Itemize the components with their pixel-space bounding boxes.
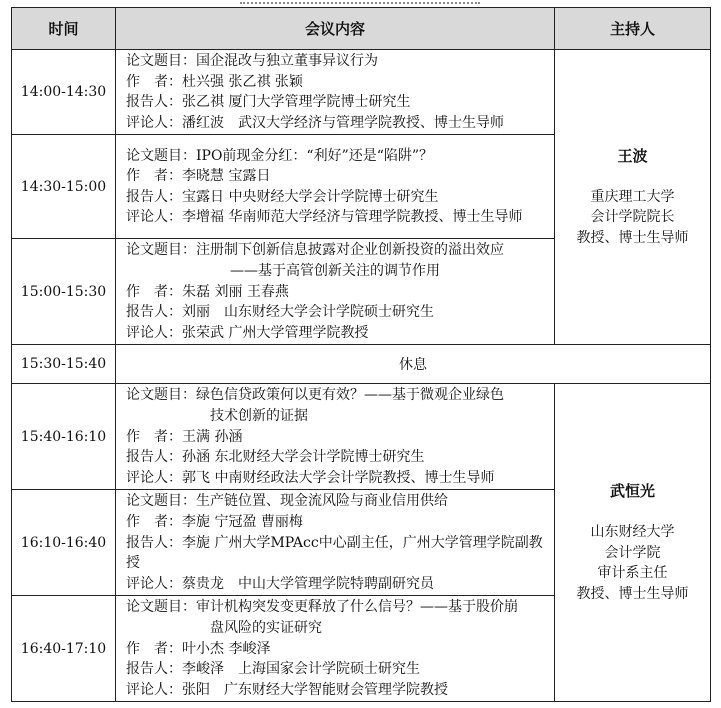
paper-authors: 作 者：叶小杰 李峻泽 — [126, 640, 271, 657]
session-row — [12, 50, 711, 135]
paper-authors: 作 者：朱磊 刘丽 王春燕 — [126, 283, 289, 300]
break-label: 休息 — [116, 345, 711, 384]
paper-discussant: 评论人：李增福 华南师范大学经济与管理学院教授、博士生导师 — [126, 209, 523, 226]
session-time: 16:10-16:40 — [12, 490, 116, 596]
paper-subtitle: 盘风险的实证研究 — [210, 619, 322, 636]
header-row — [12, 8, 711, 50]
host-position: 审计系主任 — [597, 565, 668, 582]
break-time: 15:30-15:40 — [12, 345, 116, 384]
header-content: 会议内容 — [116, 8, 555, 50]
paper-presenter: 报告人：李旎 广州大学MPAcc中心副主任，广州大学管理学院副教授 — [126, 534, 543, 572]
paper-title: 论文题目：IPO前现金分红：“利好”还是“陷阱”？ — [126, 147, 434, 164]
cropped-top-line — [0, 0, 721, 5]
paper-title: 论文题目：生产链位置、现金流风险与商业信用供给 — [126, 493, 448, 510]
session-content — [116, 490, 555, 596]
paper-discussant: 评论人：蔡贵龙 中山大学管理学院特聘副研究员 — [126, 575, 434, 592]
host-title: 教授、博士生导师 — [576, 229, 689, 246]
paper-presenter: 报告人：李峻泽 上海国家会计学院硕士研究生 — [126, 661, 420, 678]
paper-subtitle: 技术创新的证据 — [210, 407, 308, 424]
session-time: 16:40-17:10 — [12, 596, 116, 702]
header-host: 主持人 — [555, 8, 711, 50]
session-time: 15:40-16:10 — [12, 384, 116, 490]
paper-presenter: 报告人：宝露日 中央财经大学会计学院博士研究生 — [126, 188, 439, 205]
paper-discussant: 评论人：潘红波 武汉大学经济与管理学院教授、博士生导师 — [126, 114, 504, 131]
paper-authors: 作 者：杜兴强 张乙祺 张颖 — [126, 73, 303, 90]
session-content — [116, 384, 555, 490]
break-row — [12, 345, 711, 384]
schedule-table — [11, 7, 711, 702]
paper-authors: 作 者：李旎 宁冠盈 曹丽梅 — [126, 513, 303, 530]
paper-presenter: 报告人：刘丽 山东财经大学会计学院硕士研究生 — [126, 304, 434, 321]
host-affiliation: 山东财经大学 — [590, 523, 675, 540]
session-content — [116, 239, 555, 345]
paper-presenter: 报告人：张乙祺 厦门大学管理学院博士研究生 — [126, 94, 411, 111]
host-affiliation: 重庆理工大学 — [590, 188, 675, 205]
paper-title: 论文题目：绿色信贷政策何以更有效？——基于微观企业绿色 — [126, 387, 504, 404]
paper-title: 论文题目：审计机构突发变更释放了什么信号？——基于股价崩 — [126, 599, 518, 616]
paper-discussant: 评论人：张荣武 广州大学管理学院教授 — [126, 324, 369, 341]
host-name: 王波 — [617, 147, 648, 165]
header-time: 时间 — [12, 8, 116, 50]
paper-title: 论文题目：国企混改与独立董事异议行为 — [126, 53, 378, 69]
paper-authors: 作 者：李晓慧 宝露日 — [126, 168, 271, 185]
session-time: 14:30-15:00 — [12, 135, 116, 239]
paper-presenter: 报告人：孙涵 东北财经大学会计学院博士研究生 — [126, 449, 425, 466]
host-position: 会计学院院长 — [590, 209, 675, 226]
paper-title: 论文题目：注册制下创新信息披露对企业创新投资的溢出效应 — [126, 242, 504, 259]
session-time: 14:00-14:30 — [12, 50, 116, 135]
session-row — [12, 384, 711, 490]
session-content — [116, 135, 555, 239]
paper-authors: 作 者：王满 孙涵 — [126, 428, 243, 445]
paper-discussant: 评论人：郭飞 中南财经政法大学会计学院教授、博士生导师 — [126, 469, 495, 486]
host-department: 会计学院 — [604, 544, 661, 561]
session-content — [116, 50, 555, 135]
session-time: 15:00-15:30 — [12, 239, 116, 345]
paper-discussant: 评论人：张阳 广东财经大学智能财会管理学院教授 — [126, 681, 448, 698]
host-name: 武恒光 — [609, 482, 655, 501]
paper-subtitle: ——基于高管创新关注的调节作用 — [230, 262, 440, 279]
host-cell — [555, 384, 711, 702]
host-title: 教授、博士生导师 — [576, 585, 689, 602]
session-content — [116, 596, 555, 702]
host-cell — [555, 50, 711, 345]
